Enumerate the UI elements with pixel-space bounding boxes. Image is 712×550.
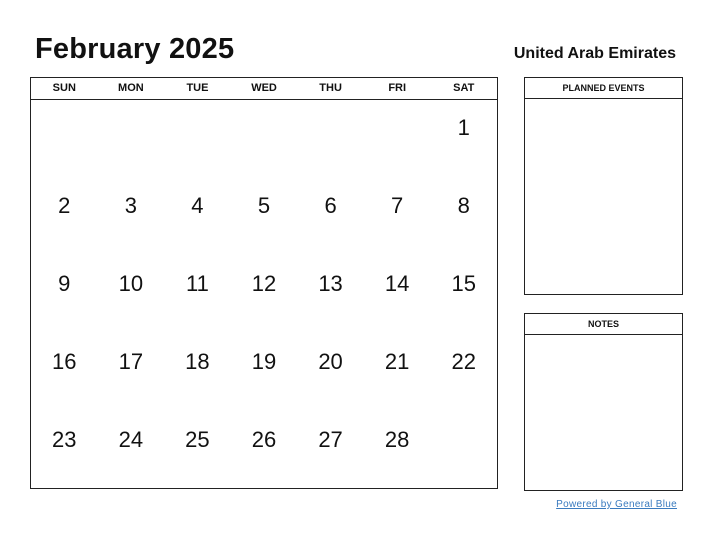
weekday-thu: THU — [319, 82, 342, 94]
day-cell: 16 — [52, 349, 77, 374]
powered-by-link[interactable]: Powered by General Blue — [556, 499, 677, 510]
day-cell: 21 — [384, 349, 410, 374]
weekday-sun: SUN — [52, 82, 76, 94]
day-cell — [98, 100, 165, 178]
weekday-mon: MON — [118, 82, 144, 94]
day-cell: 10 — [118, 271, 144, 296]
weekday-wed: WED — [251, 82, 277, 94]
day-cell: 13 — [318, 271, 343, 296]
day-cell: 26 — [251, 427, 277, 452]
weekday-fri: FRI — [388, 82, 407, 94]
day-cell: 2 — [58, 193, 71, 218]
day-cell: 3 — [124, 193, 137, 218]
day-cell — [430, 412, 497, 490]
day-cell — [297, 100, 364, 178]
day-cell: 5 — [257, 193, 271, 218]
day-cell: 8 — [457, 193, 470, 218]
day-cell — [364, 100, 431, 178]
day-cell: 20 — [318, 349, 343, 374]
day-cell: 19 — [251, 349, 277, 374]
day-cell: 6 — [324, 193, 337, 218]
planned-events-header: PLANNED EVENTS — [525, 78, 682, 99]
weekday-sat: SAT — [453, 82, 475, 94]
day-cell: 23 — [52, 427, 77, 452]
weekday-tue: TUE — [186, 82, 209, 94]
day-cell — [164, 100, 231, 178]
country-label: United Arab Emirates — [513, 45, 676, 62]
day-cell: 15 — [451, 271, 476, 296]
day-cell: 12 — [251, 271, 277, 296]
day-grid — [31, 100, 497, 490]
day-cell: 24 — [118, 427, 144, 452]
day-cell: 1 — [457, 115, 470, 140]
day-cell: 25 — [185, 427, 210, 452]
day-cell: 11 — [186, 271, 209, 296]
weekday-header-row — [31, 78, 497, 100]
notes-header: NOTES — [525, 314, 682, 335]
planned-events-panel — [524, 77, 683, 295]
day-cell: 7 — [391, 193, 404, 218]
day-cell — [31, 100, 98, 178]
day-cell: 22 — [451, 349, 476, 374]
day-cell: 27 — [318, 427, 343, 452]
month-calendar — [30, 77, 498, 489]
day-cell: 28 — [384, 427, 410, 452]
notes-panel — [524, 313, 683, 491]
day-cell — [231, 100, 298, 178]
page-title: February 2025 — [35, 33, 235, 65]
day-cell: 18 — [185, 349, 210, 374]
day-cell: 17 — [118, 349, 144, 374]
day-cell: 9 — [58, 271, 71, 296]
day-cell: 14 — [384, 271, 410, 296]
day-cell: 4 — [191, 193, 204, 218]
